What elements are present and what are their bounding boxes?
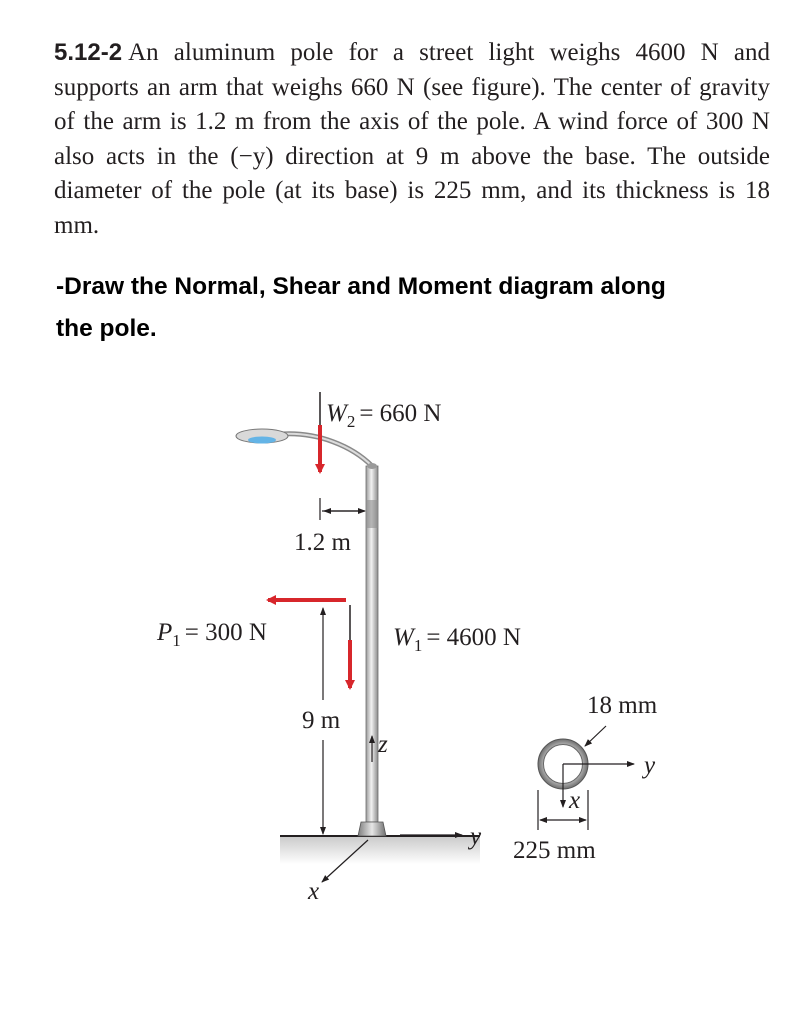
z-axis-label: z <box>378 731 388 758</box>
pole-collar <box>366 500 378 528</box>
thickness-leader <box>585 726 606 746</box>
arm-distance-dimension <box>320 498 365 520</box>
x-axis-label: x <box>308 878 320 905</box>
section-x-label: x <box>569 787 581 814</box>
lamp-head <box>236 429 288 444</box>
diameter-label: 225 mm <box>513 837 596 864</box>
p1-label: $P_1 = 300$ N <box>157 619 267 650</box>
pole-base <box>358 822 386 836</box>
arm-distance-label: 1.2 m <box>294 529 351 556</box>
problem-text: An aluminum pole for a street light weighs 4600 N and supports an arm that weighs 660 N (see figure). The center of gravity of the arm is 1.2 m from the axis of the pole. A wind force of 300 N also acts in the (−y) direction at 9 m above the base. The outside diameter of the pole (at its base) is 225 mm, and its thickness is 18 mm. <box>54 39 770 239</box>
height-label: 9 m <box>302 707 341 734</box>
ground <box>280 836 480 864</box>
problem-number: 5.12-2 <box>54 39 123 66</box>
task-line-1: -Draw the Normal, Shear and Moment diagram along <box>56 273 666 300</box>
w1-label: $W_1 = 4600$ N <box>393 624 521 655</box>
thickness-label: 18 mm <box>587 692 658 719</box>
y-axis-label: y <box>470 823 482 850</box>
section-y-label: y <box>644 752 656 779</box>
task-line-2: the pole. <box>56 315 157 342</box>
w2-label: $W_2 = 660$ N <box>326 400 442 431</box>
